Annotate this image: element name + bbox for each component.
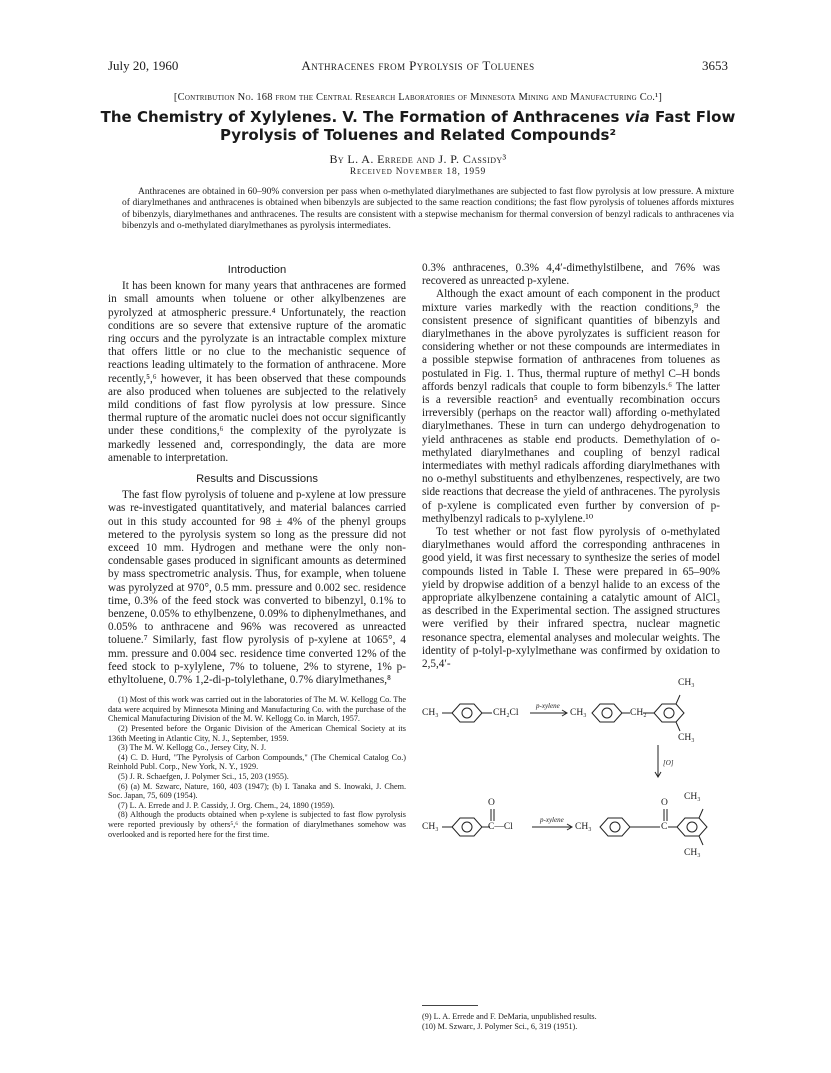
title-line1-b: Fast Flow bbox=[649, 108, 736, 126]
footnote-9: (9) L. A. Errede and F. DeMaria, unpublished results. bbox=[422, 1012, 597, 1021]
benzene-ring-5 bbox=[600, 818, 630, 836]
abstract: Anthracenes are obtained in 60–90% conversion per pass when o-methylated diarylmethanes are subjected to fast flow pyrolysis at low pressure. A mixture of diarylmethanes and anthracenes is obtained when bibenzyls are subjected to the same reaction conditions; the fast flow pyrolysis of toluenes affords mixtures of bibenzyls, diarylmethanes and anthracenes. The results are consistent with a stepwise mechanism for thermal conversion of benzyl radicals to anthracenes via bibenzyls and o-methylated diarylmethanes as pyrolysis intermediates. bbox=[122, 187, 734, 232]
footnote-10: (10) M. Szwarc, J. Polymer Sci., 6, 319 (1951). bbox=[422, 1021, 578, 1031]
ch3-bottom-label: CH₃ bbox=[684, 848, 701, 859]
oxidation-label: [O] bbox=[663, 759, 674, 768]
byline: By L. A. Errede and J. P. Cassidy³ bbox=[329, 152, 507, 166]
footnote-3: (3) The M. W. Kellogg Co., Jersey City, N. J. bbox=[118, 743, 267, 753]
ch2-bridge-label: CH₂ bbox=[630, 708, 647, 719]
benzene-ring-4 bbox=[452, 818, 482, 836]
running-title: Anthracenes from Pyrolysis of Toluenes bbox=[301, 58, 535, 73]
introduction-heading: Introduction bbox=[227, 264, 287, 276]
footnote-7: (7) L. A. Errede and J. P. Cassidy, J. Org. Chem., 24, 1890 (1959). bbox=[118, 800, 335, 810]
title-line1-a: The Chemistry of Xylylenes. V. The Formation of Anthracenes bbox=[100, 108, 625, 126]
results-paragraph: The fast flow pyrolysis of toluene and p-xylene at low pressure was re-investigated quantitatively, and material balances carried out in this study accounted for 98 ± 4% of the phenyl groups metered to the pyrolysis system so long as the pressure did not exceed 10 mm. Hydrogen and methane were the only non-condensable gases produced in significant amounts as determined by mass spectrometric analysis. Thus, for example, when toluene was pyrolyzed at 970°, 0.5 mm. pressure and 0.002 sec. residence time, 0.3% of the feed stock was converted to bibenzyl, 0.1% to benzene, 0.05% to ethylbenzene, 0.09% to diphenylmethanes, and 0.05% to anthracene and 96% was recovered as unreacted toluene.⁷ Similarly, fast flow pyrolysis of p-xylene at 1065°, 4 mm. pressure and 0.004 sec. residence time converted 12% of the feed stock to p-xylylene, 7% to toluene, 2% to styrene, 1% p-ethyltoluene, 0.7% 1,2-di-p-tolylethane, 0.7% diarylmethanes,⁸ bbox=[108, 489, 406, 687]
benzene-ring-2 bbox=[592, 704, 622, 722]
ch3-lower-label: CH₃ bbox=[678, 733, 695, 744]
footnote-rule bbox=[422, 1005, 478, 1006]
ch3-left-label: CH₃ bbox=[422, 708, 439, 719]
contribution-line: [Contribution No. 168 from the Central Research Laboratories of Minnesota Mining and Manufacturing Co.¹] bbox=[173, 92, 663, 103]
title-via: via bbox=[624, 108, 650, 126]
title-line2: Pyrolysis of Toluenes and Related Compounds² bbox=[219, 126, 617, 144]
footnotes-right bbox=[422, 1012, 722, 1031]
received-date: Received November 18, 1959 bbox=[349, 167, 487, 177]
ch2cl-label: CH₂Cl bbox=[493, 708, 519, 719]
right-column bbox=[422, 262, 720, 882]
footnote-1: (1) Most of this work was carried out in the laboratories of The M. W. Kellogg Co. The data were acquired by Minnesota Mining and Manufacturing Co. with the purchase of the Chemical Manufacturing Division of the M. W. Kellogg Co. in March, 1957. bbox=[108, 695, 406, 724]
reagent-label-1: p-xylene bbox=[536, 702, 560, 711]
introduction-paragraph: It has been known for many years that anthracenes are formed in small amounts when toluene or other alkylbenzenes are pyrolyzed at atmospheric pressure.⁴ Unfortunately, the reaction conditions are so severe that extensive rupture of the aromatic ring occurs and the pyrolyzate is an intractable complex mixture that offers little or no clue to the mechanistic sequence of reactions leading ultimately to the formation of anthracene. More recently,⁵,⁶ however, it has been observed that these compounds are also produced when toluenes are subjected to the relatively mild conditions of fast flow pyrolysis at low pressure. Since thermal rupture of the aromatic nuclei does not occur significantly under these conditions,⁶ the complexity of the pyrolyzate is markedly lessened and, correspondingly, the data are more amenable to interpretation. bbox=[108, 280, 406, 464]
acyl-chloride-label: C—Cl bbox=[488, 822, 513, 833]
issue-date: July 20, 1960 bbox=[108, 58, 179, 73]
ch3-r2-top-label: CH₃ bbox=[684, 792, 701, 803]
benzene-ring-3 bbox=[654, 704, 684, 722]
reagent-label-2: p-xylene bbox=[540, 816, 564, 825]
product-ch3-label: CH₃ bbox=[570, 708, 587, 719]
running-head bbox=[108, 58, 728, 74]
carbonyl-o-label-2: O bbox=[661, 798, 668, 809]
ch3-r2-left-label: CH₃ bbox=[422, 822, 439, 833]
right-paragraph-3: To test whether or not fast flow pyrolysis of o-methylated diarylmethanes would afford the corresponding anthracenes in good yield, it was first necessary to synthesize the series of model compounds listed in Table I. These were prepared in 65–90% yield by dropwise addition of a benzyl halide to an excess of the appropriate alkylbenzene containing a catalytic amount of AlCl₃ as described in the Experimental section. The assigned structures were verified by their infrared spectra, nuclear magnetic resonance spectra, elemental analyses and molecular weights. The identity of p-tolyl-p-xylylmethane was confirmed by oxidation to 2,5,4′- bbox=[422, 526, 720, 671]
ch3-top-label: CH₃ bbox=[678, 678, 695, 689]
benzene-ring-1 bbox=[452, 704, 482, 722]
footnotes-left bbox=[108, 695, 406, 839]
reaction-scheme bbox=[422, 677, 722, 882]
footnote-5: (5) J. R. Schaefgen, J. Polymer Sci., 15, 203 (1955). bbox=[118, 772, 289, 782]
left-column bbox=[108, 262, 406, 839]
right-paragraph-2: Although the exact amount of each component in the product mixture varies markedly with the reaction conditions,⁹ the consistent presence of significant quantities of bibenzyls and diarylmethanes in the above pyrolyzates is sufficient reason for considering whether or not these compounds are intermediates in a possible stepwise formation of anthracenes from toluenes as postulated in Fig. 1. Thus, thermal rupture of methyl C–H bonds affords benzyl radicals that couple to form bibenzyls.⁶ The latter is a reversible reaction⁵ and eventually recombination occurs irreversibly (perhaps on the reactor wall) affording o-methylated diarylmethanes. These in turn can undergo dehydrogenation to yield anthracenes as stable end products. Demethylation of o-methylated diarylmethanes and coupling of benzyl radical intermediates with methyl radicals affording diarylmethanes with no o-methyl substituents and ethylbenzenes, respectively, are two side reactions that decrease the yield of anthracenes. The pyrolysis of p-xylene is complicated even further by conversion of p-methylbenzyl radicals to p-xylylene.¹⁰ bbox=[422, 288, 721, 525]
footnote-4: (4) C. D. Hurd, "The Pyrolysis of Carbon Compounds," (The Chemical Catalog Co.) Reinhold Publ. Corp., New York, N. Y., 1929. bbox=[108, 752, 406, 772]
product-r2-ch3-label: CH₃ bbox=[575, 822, 592, 833]
benzene-ring-6 bbox=[677, 818, 707, 836]
results-heading: Results and Discussions bbox=[196, 473, 318, 486]
ketone-c-label: C bbox=[661, 822, 668, 833]
footnote-2: (2) Presented before the Organic Division of the American Chemical Society at its 136th Meeting in Atlantic City, N. J., September, 1959. bbox=[108, 724, 406, 743]
right-paragraph-1: 0.3% anthracenes, 0.3% 4,4′-dimethylstilbene, and 76% was recovered as unreacted p-xylene. bbox=[422, 262, 720, 288]
article-title bbox=[100, 108, 736, 144]
carbonyl-o-label-1: O bbox=[488, 798, 495, 809]
footnote-8: (8) Although the products obtained when p-xylene is subjected to fast flow pyrolysis were reported previously by others⁵,⁶ the formation of diarylmethanes somehow was overlooked and is reported here for the first time. bbox=[108, 810, 406, 839]
page-number: 3653 bbox=[702, 58, 728, 73]
footnote-6: (6) (a) M. Szwarc, Nature, 160, 403 (1947); (b) I. Tanaka and S. Inowaki, J. Chem. Soc. Japan, 75, 609 (1954). bbox=[108, 781, 406, 801]
